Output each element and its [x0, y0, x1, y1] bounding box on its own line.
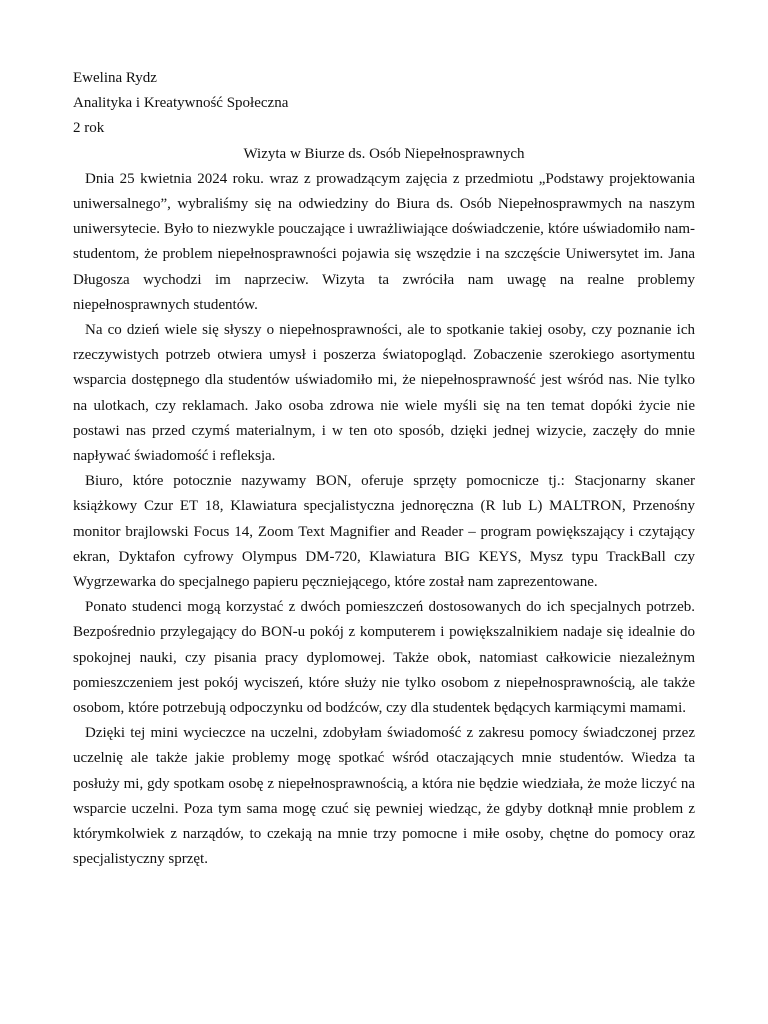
author-name: Ewelina Rydz — [73, 70, 157, 86]
document-title: Wizyta w Biurze ds. Osób Niepełnosprawnych — [243, 145, 525, 162]
course-name: Analityka i Kreatywność Społeczna — [73, 95, 289, 112]
paragraph-equipment: Biuro, które potocznie nazywamy BON, oferuje sprzęty pomocnicze tj.: Stacjonarny skaner książkowy Czur ET 18, Klawiatura specjalistyczna jednoręczna (R lub L) MALTRON, Przenośny monitor brajlowski Focus 14, Zoom Text Magnifier and Reader – program powiększający i czytający ekran, Dyktafon cyfrowy Olympus DM-720, Klawiatura BIG KEYS, Mysz typu TrackBall czy Wygrzewarka do specjalnego papieru pęczniejącego, które został nam zaprezentowane. — [73, 473, 695, 591]
paragraph-rooms: Ponato studenci mogą korzystać z dwóch pomieszczeń dostosowanych do ich specjalnych potrzeb. Bezpośrednio przylegający do BON-u pokój z komputerem i powiększalnikiem nadaje się idealnie do spokojnej nauki, czy pisania pracy dyplomowej. Także obok, natomiast całkowicie niezależnym pomieszczeniem jest pokój wyciszeń, które służy nie tylko osobom z niepełnosprawnością, ale także osobom, które potrzebują odpoczynku od bodźców, czy dla studentek będących karmiącymi mamami. — [73, 599, 695, 717]
paragraph-conclusion: Dzięki tej mini wycieczce na uczelni, zdobyłam świadomość z zakresu pomocy świadczonej przez uczelnię ale także jakie problemy mogę spotkać wśród otaczających mnie studentów. Wiedza ta posłuży mi, gdy spotkam osobę z niepełnosprawnością, a która nie będzie wiedziała, że może liczyć na wsparcie uczelni. Poza tym sama mogę czuć się pewniej wiedząc, że gdyby dotknął mnie problem z którymkolwiek z narządów, to czekają na mnie trzy pomocne i miłe osoby, chętne do pomocy oraz specjalistyczny sprzęt. — [73, 725, 695, 868]
document-body — [73, 66, 695, 873]
study-year: 2 rok — [73, 120, 105, 137]
paragraph-reflection: Na co dzień wiele się słyszy o niepełnosprawności, ale to spotkanie takiej osoby, czy poznanie ich rzeczywistych potrzeb otwiera umysł i poszerza światopogląd. Zobaczenie szerokiego asortymentu wsparcia dostępnego dla studentów uświadomiło mi, że niepełnosprawność jest wśród nas. Nie tylko na ulotkach, czy reklamach. Jako osoba zdrowa nie wiele myśli się na ten temat dopóki życie nie postawi nas przed czymś materialnym, i w ten oto sposób, dzięki jednej wizycie, zaczęły do mnie napływać świadomość i refleksja. — [73, 322, 695, 465]
paragraph-visit-intro: Dnia 25 kwietnia 2024 roku. wraz z prowadzącym zajęcia z przedmiotu „Podstawy projektowania uniwersalnego”, wybraliśmy się na odwiedziny do Biura ds. Osób Niepełnosprawmych na naszym uniwersytecie. Było to niezwykle pouczające i uwrażliwiające doświadczenie, które uświadomiło nam- studentom, że problem niepełnosprawności pojawia się wszędzie i na szczęście Uniwersytet im. Jana Długosza wychodzi im naprzeciw. Wizyta ta zwróciła nam uwagę na realne problemy niepełnosprawnych studentów. — [73, 170, 695, 313]
